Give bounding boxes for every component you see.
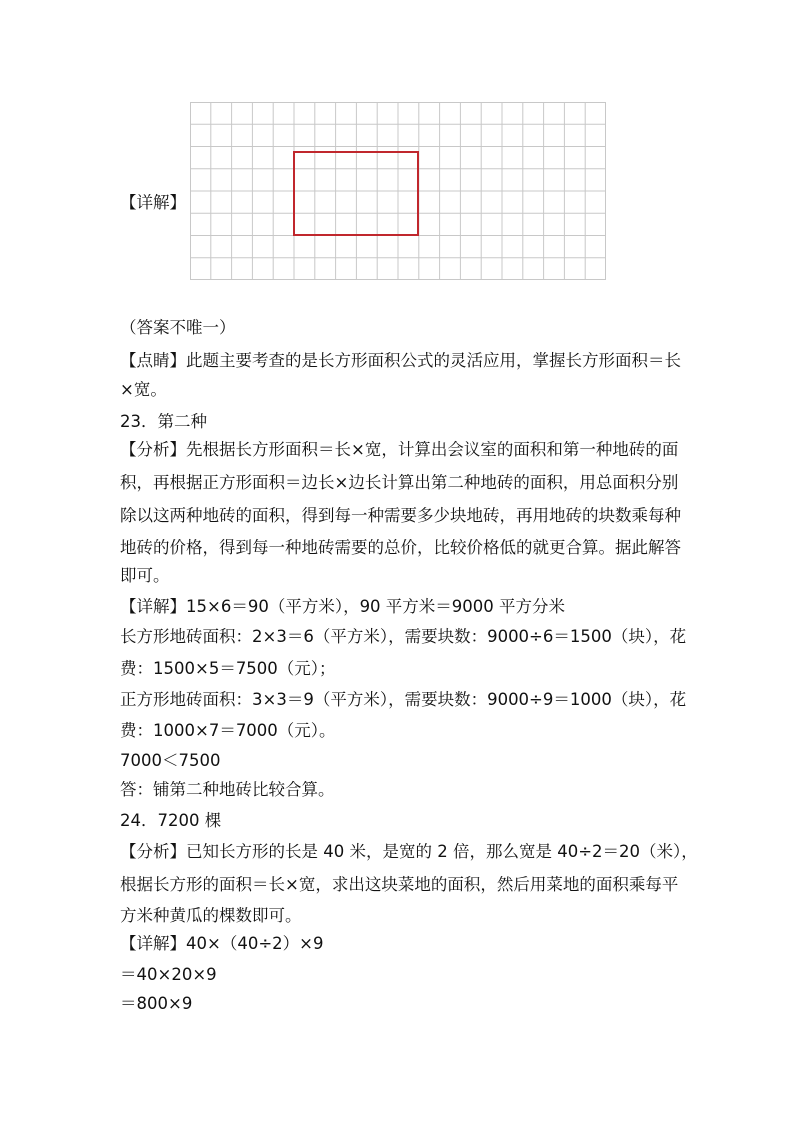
text-line: 长方形地砖面积：2×3＝6（平方米），需要块数：9000÷6＝1500（块），花 (120, 627, 687, 646)
text-line: 积，再根据正方形面积＝边长×边长计算出第二种地砖的面积，用总面积分别 (120, 473, 679, 492)
text-line: 方米种黄瓜的棵数即可。 (120, 906, 302, 925)
text-line: 答：铺第二种地砖比较合算。 (120, 780, 335, 799)
text-line: 23．第二种 (120, 412, 207, 431)
text-line: 【点睛】此题主要考查的是长方形面积公式的灵活应用，掌握长方形面积＝长 (120, 351, 681, 370)
text-line: 即可。 (120, 566, 170, 585)
text-line: ×宽。 (120, 380, 167, 399)
text-line: 正方形地砖面积：3×3＝9（平方米），需要块数：9000÷9＝1000（块），花 (120, 690, 687, 709)
text-line: 【详解】40×（40÷2）×9 (120, 934, 324, 953)
detail-label: 【详解】 (120, 193, 186, 212)
text-line: 【分析】已知长方形的长是 40 米，是宽的 2 倍，那么宽是 40÷2＝20（米）， (120, 842, 698, 861)
text-line: 24．7200 棵 (120, 811, 222, 830)
text-line: 地砖的价格，得到每一种地砖需要的总价，比较价格低的就更合算。据此解答 (120, 538, 681, 557)
text-line: 费：1500×5＝7500（元）； (120, 659, 336, 678)
text-line: 根据长方形的面积＝长×宽，求出这块菜地的面积，然后用菜地的面积乘每平 (120, 875, 679, 894)
text-line: 【详解】15×6＝90（平方米），90 平方米＝9000 平方分米 (120, 597, 566, 616)
text-line: 费：1000×7＝7000（元）。 (120, 721, 336, 740)
grid-figure (190, 102, 606, 280)
text-line: 【分析】先根据长方形面积＝长×宽，计算出会议室的面积和第一种地砖的面 (120, 440, 679, 459)
text-line: ＝800×9 (120, 994, 193, 1013)
text-line: （答案不唯一） (120, 318, 236, 337)
text-line: ＝40×20×9 (120, 965, 217, 984)
text-line: 7000＜7500 (120, 751, 221, 770)
text-line: 除以这两种地砖的面积，得到每一种需要多少块地砖，再用地砖的块数乘每种 (120, 506, 681, 525)
